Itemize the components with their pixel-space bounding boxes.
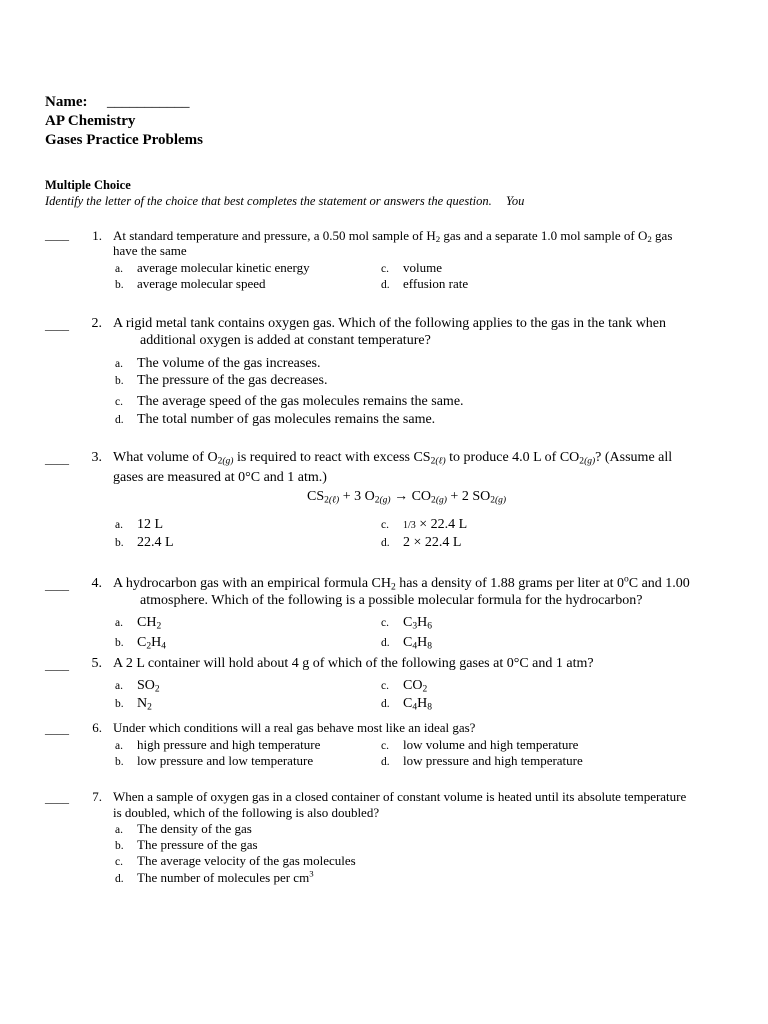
- option-6d[interactable]: d. low pressure and high temperature: [381, 753, 583, 768]
- section-instructions: [45, 194, 524, 209]
- question-4-line1: A hydrocarbon gas with an empirical formula $CH_2$ has a density of 1.88 grams per liter at 0$^o$C and 1.00: [113, 574, 690, 593]
- option-7d[interactable]: d. The number of molecules per $cm^3$: [115, 868, 314, 885]
- name-line: [45, 94, 189, 111]
- option-1a[interactable]: a. average molecular kinetic energy: [115, 260, 310, 275]
- answer-blank-5[interactable]: ____: [45, 658, 69, 672]
- option-1b[interactable]: b. average molecular speed: [115, 276, 266, 291]
- option-5b[interactable]: b. $N_2$: [115, 696, 152, 713]
- option-5d[interactable]: d. $C_4H_8$: [381, 696, 432, 713]
- option-6c[interactable]: c. low volume and high temperature: [381, 737, 579, 752]
- name-label: Name:: [45, 94, 88, 110]
- instructions-text: Identify the letter of the choice that best completes the statement or answers the question.: [45, 194, 492, 208]
- option-2b[interactable]: b. The pressure of the gas decreases.: [115, 373, 328, 388]
- option-7a[interactable]: a. The density of the gas: [115, 821, 252, 836]
- option-3d[interactable]: d. 2 × 22.4 L: [381, 535, 462, 550]
- question-4-line2: atmosphere. Which of the following is a possible molecular formula for the hydrocarbon?: [140, 593, 643, 608]
- course-title: AP Chemistry: [45, 113, 136, 129]
- option-2a[interactable]: a. The volume of the gas increases.: [115, 356, 321, 371]
- instructions-trail: You: [506, 194, 525, 208]
- reaction-equation: $CS_{2(\ell)} + 3$ $O_{2(g)} \to CO_{2(g)} + 2$ $SO_{2(g)}$: [307, 489, 507, 506]
- option-5c[interactable]: c. $CO_2$: [381, 678, 428, 695]
- answer-blank-2[interactable]: ____: [45, 318, 69, 332]
- question-number: 7.: [92, 789, 102, 804]
- option-1c[interactable]: c. volume: [381, 260, 442, 275]
- option-3a[interactable]: a. 12 L: [115, 517, 164, 532]
- question-2-line1: A rigid metal tank contains oxygen gas. Which of the following applies to the gas in the tank when: [113, 316, 667, 331]
- option-1d[interactable]: d. effusion rate: [381, 276, 469, 291]
- answer-blank-7[interactable]: ____: [45, 791, 69, 805]
- question-number: 1.: [92, 228, 102, 243]
- answer-blank-4[interactable]: ____: [45, 578, 69, 592]
- option-3c[interactable]: c. 1/3 × 22.4 L: [381, 517, 468, 532]
- option-5a[interactable]: a. $SO_2$: [115, 678, 160, 695]
- option-6a[interactable]: a. high pressure and high temperature: [115, 737, 321, 752]
- question-1-line2: have the same: [113, 243, 187, 258]
- answer-blank-1[interactable]: ____: [45, 228, 69, 242]
- option-2c[interactable]: c. The average speed of the gas molecules remains the same.: [115, 394, 464, 409]
- question-7-line1: When a sample of oxygen gas in a closed container of constant volume is heated until its absolute temperature: [113, 789, 687, 804]
- page-title: Gases Practice Problems: [45, 132, 204, 148]
- option-4a[interactable]: a. $CH_2$: [115, 615, 162, 632]
- section-title: Multiple Choice: [45, 178, 131, 192]
- option-2d[interactable]: d. The total number of gas molecules remains the same.: [115, 412, 436, 427]
- question-number: 6.: [92, 720, 102, 735]
- question-3-line2: gases are measured at 0°C and 1 atm.): [113, 470, 327, 485]
- question-number: 5.: [91, 656, 102, 671]
- option-4d[interactable]: d. $C_4H_8$: [381, 635, 432, 652]
- question-number: 3.: [91, 450, 102, 465]
- question-3-line1: What volume of $O_{2(g)}$ is required to react with excess $CS_{2(\ell)}$ to produce 4.0 L of $CO_{2(g)}$? (Assume all: [113, 450, 673, 467]
- option-7b[interactable]: b. The pressure of the gas: [115, 837, 258, 852]
- answer-blank-6[interactable]: ____: [45, 722, 69, 736]
- answer-blank-3[interactable]: ____: [45, 452, 69, 466]
- name-blank[interactable]: ___________: [106, 94, 190, 110]
- question-6-line1: Under which conditions will a real gas behave most like an ideal gas?: [113, 720, 476, 735]
- question-number: 2.: [91, 316, 102, 331]
- question-2-line2: additional oxygen is added at constant temperature?: [140, 333, 431, 348]
- option-7c[interactable]: c. The average velocity of the gas molecules: [115, 853, 356, 868]
- question-5-line1: A 2 L container will hold about 4 g of which of the following gases at 0°C and 1 atm?: [113, 656, 594, 671]
- question-7-line2: is doubled, which of the following is also doubled?: [113, 805, 380, 820]
- option-3b[interactable]: b. 22.4 L: [115, 535, 174, 550]
- option-4b[interactable]: b. $C_2H_4$: [115, 635, 166, 652]
- question-1-line1: At standard temperature and pressure, a 0.50 mol sample of $H_2$ gas and a separate 1.0 mol sample of $O_2$ gas: [113, 228, 673, 245]
- question-number: 4.: [91, 576, 102, 591]
- option-4c[interactable]: c. $C_3H_6$: [381, 615, 432, 632]
- option-6b[interactable]: b. low pressure and low temperature: [115, 753, 314, 768]
